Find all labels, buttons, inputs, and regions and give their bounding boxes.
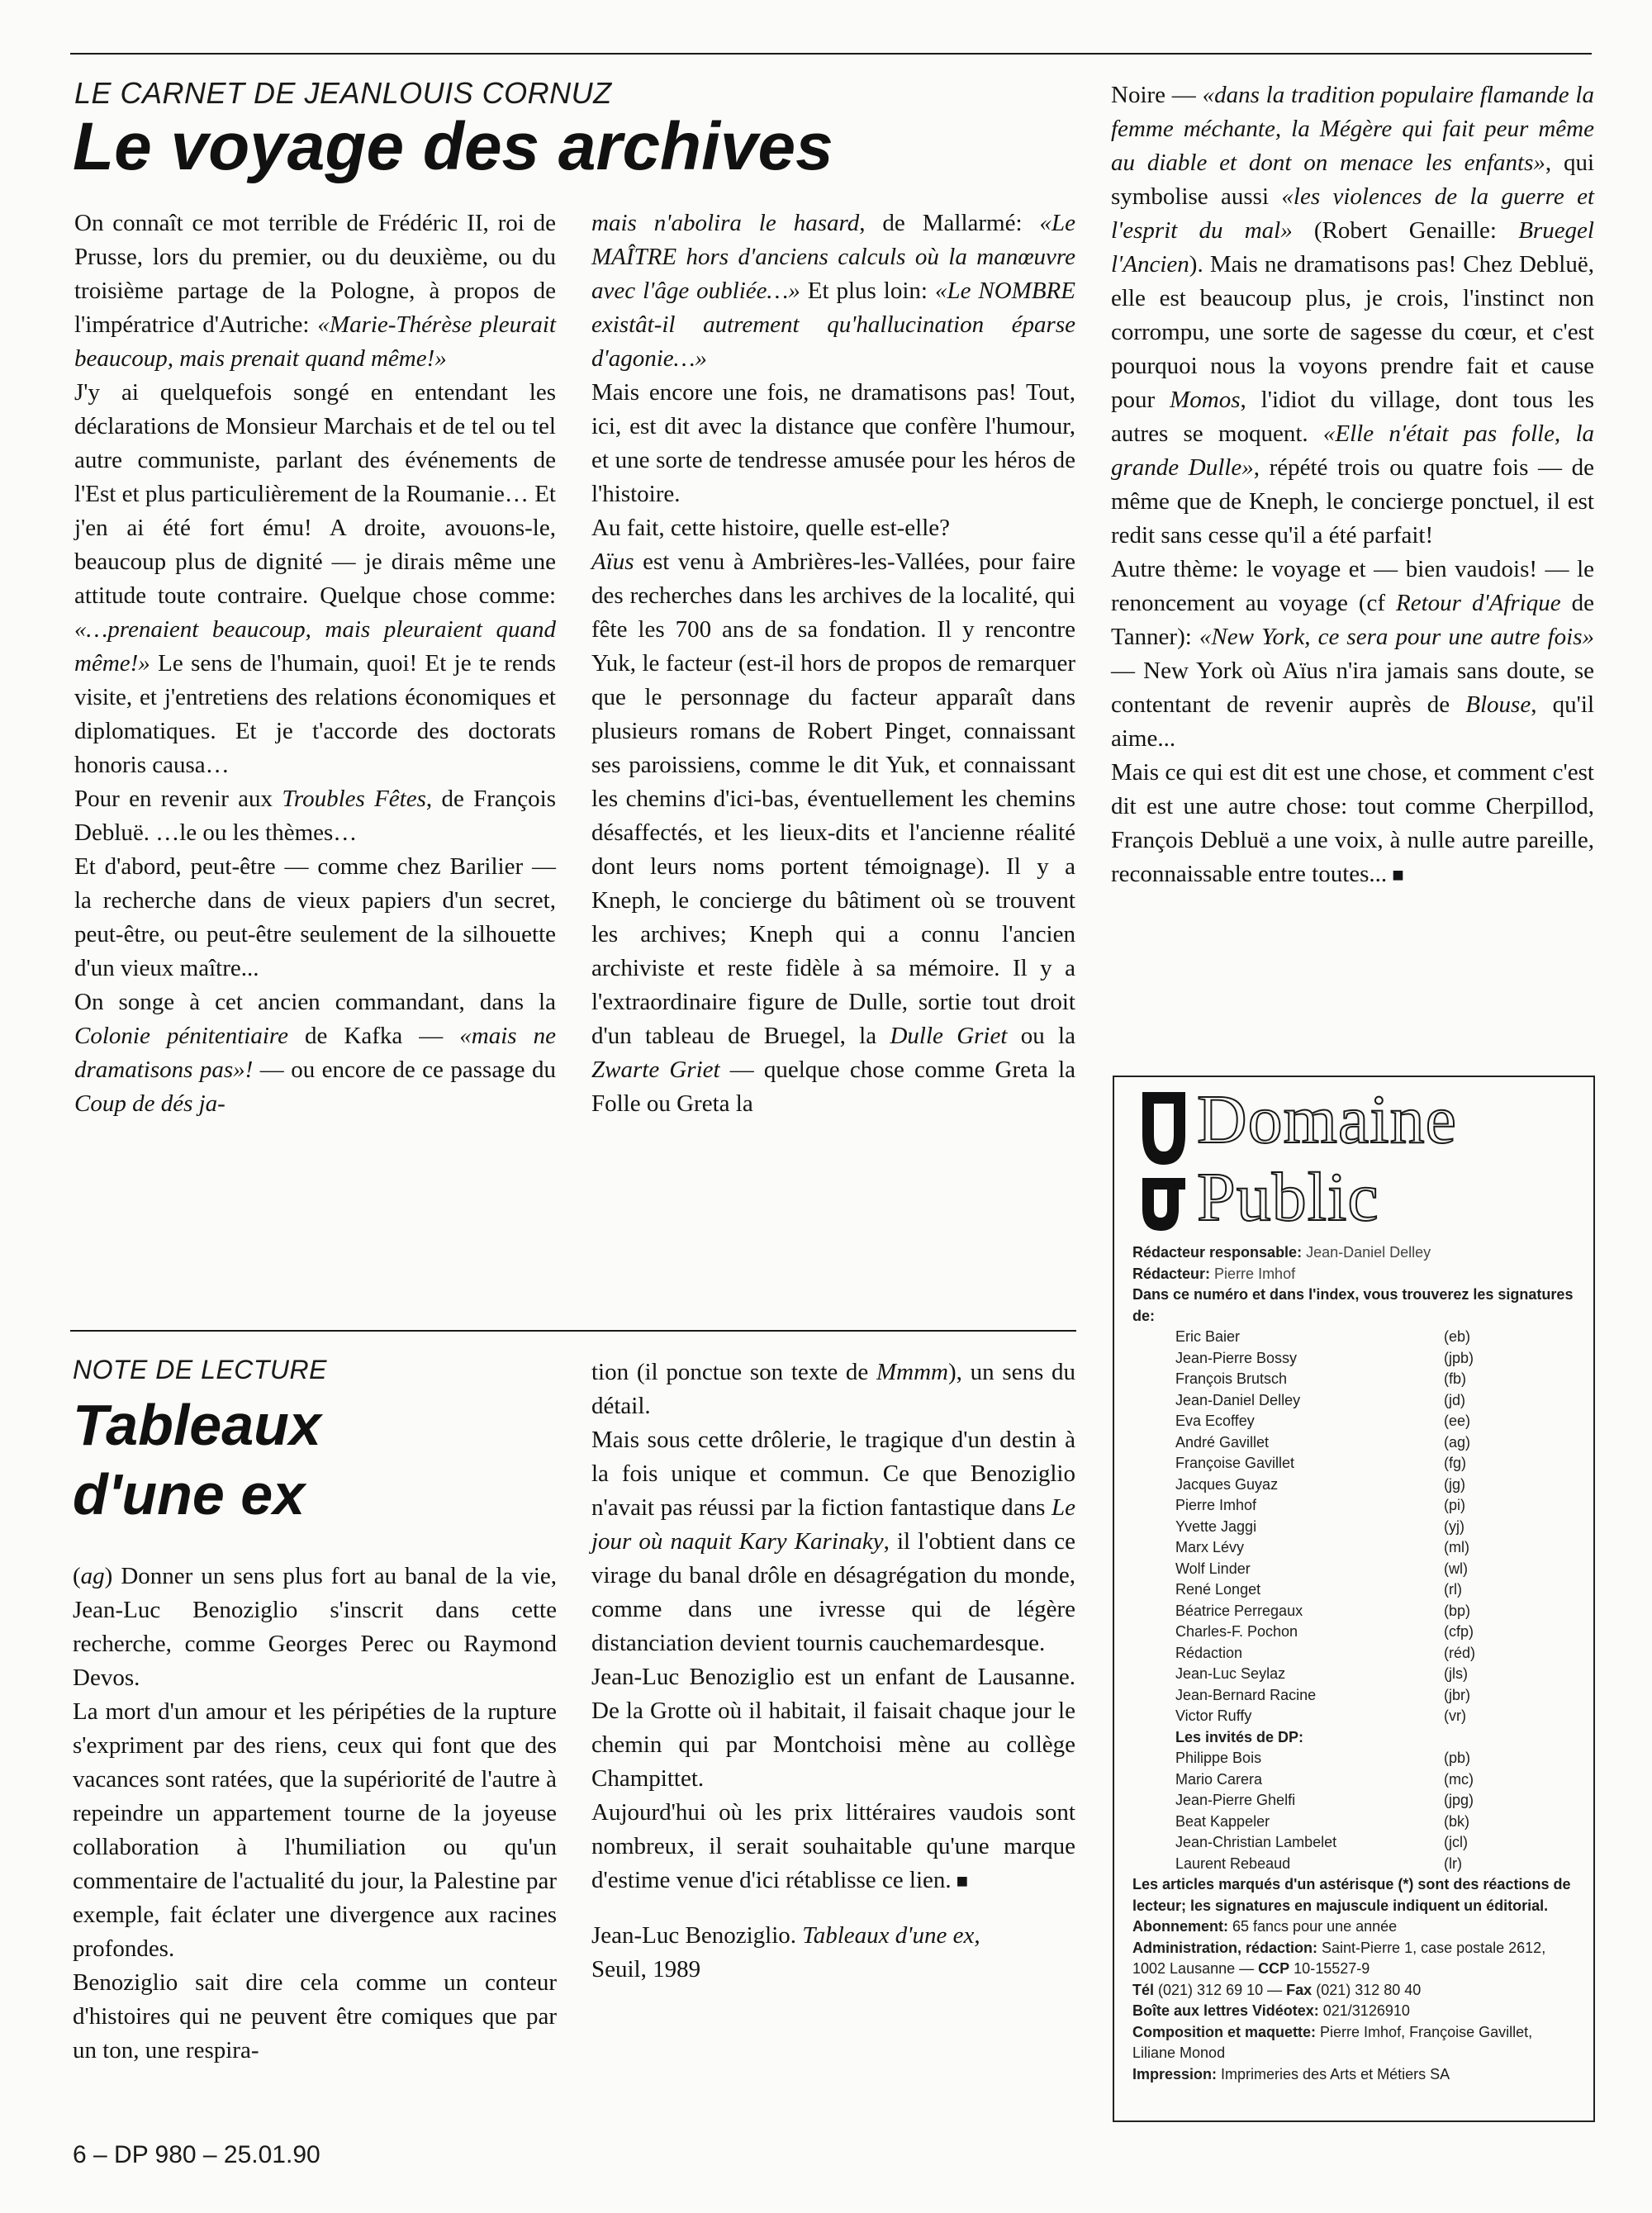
- signature-list: [1132, 1327, 1578, 1727]
- signature-row: [1132, 1348, 1578, 1370]
- signature-row: [1132, 1369, 1578, 1390]
- article1-kicker: LE CARNET DE JEANLOUIS CORNUZ: [74, 76, 612, 110]
- signature-code: (jpg): [1444, 1792, 1474, 1808]
- article2-column-1: (ag) Donner un sens plus fort au banal de la vie, Jean-Luc Benoziglio s'inscrit dans cette recherche, comme Georges Perec ou Raymond Devos. La mort d'un amour et les péripéties de la rupture s'expriment par des riens, ceux qui font que des vacances sont ratées, que la supériorité de l'autre à repeindre un appartement tourne de la joyeuse collaboration à l'humiliation ou qu'un commentaire de l'actualité du jour, la Palestine par exemple, fait éclater une divergence aux racines profondes. Benoziglio sait dire cela comme un conteur d'histoires qui ne peuvent être comiques que par un ton, une respira-: [73, 1563, 557, 2063]
- signature-row: [1132, 1832, 1578, 1854]
- signature-name: Wolf Linder: [1175, 1560, 1251, 1577]
- signature-row: [1132, 1432, 1578, 1454]
- signature-code: (jbr): [1444, 1686, 1470, 1703]
- signature-row: [1132, 1327, 1578, 1348]
- signature-name: Jean-Pierre Ghelfi: [1175, 1792, 1296, 1808]
- signature-code: (vr): [1444, 1707, 1466, 1724]
- signature-name: Yvette Jaggi: [1175, 1517, 1257, 1535]
- signature-code: (rl): [1444, 1581, 1462, 1598]
- signature-row: [1132, 1411, 1578, 1432]
- article1-column-3: Noire — «dans la tradition populaire flamande la femme méchante, la Mégère qui fait peur même au diable et dont on menace les enfants», qui symbolise aussi «les violences de la guerre et l'esprit du mal» (Robert Genaille: Bruegel l'Ancien). Mais ne dramatisons pas! Chez Debluë, elle est beaucoup plus, je crois, l'instinct non corrompu, une sorte de sagesse du cœur, et c'est pourquoi nous la voyons prendre fait et cause pour Momos, l'idiot du village, dont tous les autres se moquent. «Elle n'était pas folle, la grande Dulle», répété trois ou quatre fois — de même que de Kneph, le concierge ponctuel, il est redit sans cesse qu'il a été parfait! Autre thème: le voyage et — bien vaudois! — le renoncement au voyage (cf Retour d'Afrique de Tanner): «New York, ce sera pour une autre fois» — New York où Aïus n'ira jamais sans doute, se contentant de revenir auprès de Blouse, qu'il aime... Mais ce qui est dit est une chose, et comment c'est dit est une autre chose: tout comme Cherpillod, François Debluë a une voix, à nulle autre pareille, reconnaissable entre toutes... ■: [1111, 78, 1594, 893]
- signature-code: (ml): [1444, 1539, 1469, 1555]
- book-credit: Jean-Luc Benoziglio. Tableaux d'une ex, Seuil, 1989: [591, 1922, 980, 1983]
- signature-row: [1132, 1812, 1578, 1833]
- signature-name: Béatrice Perregaux: [1175, 1602, 1303, 1619]
- signature-name: René Longet: [1175, 1581, 1261, 1598]
- signature-name: Laurent Rebeaud: [1175, 1854, 1291, 1872]
- signature-name: Marx Lévy: [1175, 1539, 1245, 1555]
- signature-code: (pi): [1444, 1497, 1465, 1513]
- signature-name: François Brutsch: [1175, 1370, 1288, 1387]
- signature-code: (cfp): [1444, 1623, 1474, 1640]
- signature-name: Beat Kappeler: [1175, 1812, 1270, 1830]
- guest-list: [1132, 1748, 1578, 1874]
- signature-name: Pierre Imhof: [1175, 1497, 1257, 1513]
- signature-row: [1132, 1664, 1578, 1685]
- signature-row: [1132, 1579, 1578, 1601]
- signature-name: Jean-Daniel Delley: [1175, 1391, 1301, 1408]
- signature-row: [1132, 1622, 1578, 1643]
- top-rule: [70, 53, 1592, 55]
- article1-column-1: On connaît ce mot terrible de Frédéric II, roi de Prusse, lors du premier, ou du deuxième, ou du troisième partage de la Pologne, à propos de l'impératrice d'Autriche: «Marie-Thérèse pleurait beaucoup, mais prenait quand même!» J'y ai quelquefois songé en entendant les déclarations de Monsieur Marchais et de tel ou tel autre communiste, parlant des événements de l'Est et plus particulièrement de la Roumanie… Et j'en ai été fort ému! A droite, avouons-le, beaucoup plus de dignité — je dirais même une attitude toute contraire. Quelque chose comme: «…prenaient beaucoup, mais pleuraient quand même!» Le sens de l'humain, quoi! Et je te rends visite, et j'entretiens des relations économiques et diplomatiques. Et je t'accorde des doctorats honoris causa… Pour en revenir aux Troubles Fêtes, de François Debluë. …le ou les thèmes… Et d'abord, peut-être — comme chez Barilier — la recherche dans de vieux papiers d'un secret, peut-être, ou peut-être seulement de la silhouette d'un vieux maître... On songe à cet ancien commandant, dans la Colonie pénitentiaire de Kafka — «mais ne dramatisons pas»! — ou encore de ce passage du Coup de dés ja-: [74, 210, 557, 1117]
- logo-word-public: Public: [1197, 1159, 1379, 1236]
- signature-code: (réd): [1444, 1644, 1476, 1661]
- article2-column-2: tion (il ponctue son texte de Mmmm), un sens du détail. Mais sous cette drôlerie, le tragique d'un destin à la fois unique et commun. Ce que Benoziglio n'avait pas réussi par la fiction fantastique dans Le jour où naquit Kary Karinaky, il l'obtient dans ce virage du banal drôle en désagrégation du monde, comme dans une ivresse qui de légère distanciation devient tournis cauchemardesque. Jean-Luc Benoziglio est un enfant de Lausanne. De la Grotte où il habitait, il faisait chaque jour le chemin qui par Montchoisi mène au collège Champittet. Aujourd'hui où les prix littéraires vaudois sont nombreux, il serait souhaitable qu'une marque d'estime venue d'ici rétablisse ce lien. ■ Jean-Luc Benoziglio. Tableaux d'une ex, Seuil, 1989: [591, 1356, 1075, 1987]
- dp-logo-icon: [1139, 1085, 1189, 1251]
- page-footer: 6 – DP 980 – 25.01.90: [73, 2141, 320, 2168]
- article2-kicker: NOTE DE LECTURE: [73, 1355, 327, 1384]
- signature-code: (pb): [1444, 1750, 1471, 1766]
- signature-name: Jean-Pierre Bossy: [1175, 1349, 1298, 1366]
- signature-code: (lr): [1444, 1854, 1462, 1872]
- signature-code: (jpb): [1444, 1349, 1474, 1366]
- signature-code: (bp): [1444, 1602, 1471, 1619]
- signature-code: (fg): [1444, 1455, 1466, 1471]
- signature-row: [1132, 1537, 1578, 1559]
- signature-name: Philippe Bois: [1175, 1750, 1262, 1766]
- signature-code: (bk): [1444, 1812, 1469, 1830]
- article1-column-2: mais n'abolira le hasard, de Mallarmé: «Le MAÎTRE hors d'anciens calculs où la manœuvre avec l'âge oubliée…» Et plus loin: «Le NOMBRE existât-il autrement qu'hallucination éparse d'agonie…» Mais encore une fois, ne dramatisons pas! Tout, ici, est dit avec la distance que confère l'humour, et une sorte de tendresse amusée pour les héros de l'histoire. Au fait, cette histoire, quelle est-elle? Aïus est venu à Ambrières-les-Vallées, pour faire des recherches dans les archives de la localité, qui fête les 700 ans de sa fondation. Il y rencontre Yuk, le facteur (est-il hors de propos de remarquer que le personnage du facteur apparaît dans plusieurs romans de Robert Pinget, connaissant ses paroissiens, comme le dit Yuk, et connaissant les chemins d'ici-bas, éventuellement les chemins désaffectés, et les lieux-dits et l'ancienne réalité dont leurs noms portent témoignage). Il y a Kneph, le concierge du bâtiment où se trouvent les archives; Kneph qui a connu l'ancien archiviste et reste fidèle à sa mémoire. Il y a l'extraordinaire figure de Dulle, sortie tout droit d'un tableau de Bruegel, la Dulle Griet ou la Zwarte Griet — quelque chose comme Greta la Folle ou Greta la: [591, 210, 1076, 1117]
- signature-row: [1132, 1390, 1578, 1412]
- signature-row: [1132, 1453, 1578, 1475]
- signature-name: Jacques Guyaz: [1175, 1475, 1279, 1493]
- signature-row: [1132, 1748, 1578, 1769]
- signature-row: [1132, 1495, 1578, 1517]
- signature-code: (ag): [1444, 1433, 1471, 1451]
- logo-word-domaine: Domaine: [1197, 1081, 1457, 1158]
- signature-name: Eric Baier: [1175, 1328, 1241, 1345]
- article2-title-line1: Tableaux: [73, 1393, 321, 1457]
- signature-row: [1132, 1559, 1578, 1580]
- signature-code: (jls): [1444, 1665, 1468, 1682]
- signature-code: (jd): [1444, 1391, 1465, 1408]
- signature-name: Jean-Bernard Racine: [1175, 1686, 1317, 1703]
- masthead-info: Rédacteur responsable: Jean-Daniel Delley Rédacteur: Pierre Imhof Dans ce numéro et dans l'index, vous trouverez les signatures de: Eric Baier (eb) Jean-Pierre Bossy (jpb) François Brutsch (fb) Jean-Daniel Delley (jd) Eva Ecoffey (ee) André Gavillet (ag) Françoise Gavillet (fg) Jacques Guyaz (jg) Pierre Imhof (pi) Yvette Jaggi (yj) Marx Lévy (ml) Wolf Linder (wl) René Longet (rl) Béatrice Perregaux (bp) Charles-F. Pochon (cfp) Rédaction (réd) Jean-Luc Seylaz (jls) Jean-Bernard Racine (jbr) Victor Ruffy (vr) Les invités de DP: Philippe Bois (pb) Mario Carera (mc) Jean-Pierre Ghelfi (jpg) Beat Kappeler (bk) Jean-Christian Lambelet (jcl) Laurent Rebeaud (lr) Les articles marqués d'un astérisque (*) sont des réactions de lecteur; les signatures en majuscule indiquent un éditorial. Abonnement: 65 fancs pour une année Administration, rédaction: Saint-Pierre 1, case postale 2612, 1002 Lausanne — CCP 10-15527-9 Tél (021) 312 69 10 — Fax (021) 312 80 40 Boîte aux lettres Vidéotex: 021/3126910 Composition et maquette: Pierre Imhof, Françoise Gavillet, Liliane Monod Impression: Imprimeries des Arts et Métiers SA: [1132, 1242, 1578, 2085]
- signature-name: Jean-Christian Lambelet: [1175, 1834, 1337, 1850]
- signature-row: [1132, 1790, 1578, 1812]
- signature-code: (eb): [1444, 1328, 1471, 1345]
- signature-row: [1132, 1706, 1578, 1727]
- signature-name: Victor Ruffy: [1175, 1707, 1252, 1724]
- signature-code: (jg): [1444, 1475, 1465, 1493]
- signature-code: (yj): [1444, 1517, 1464, 1535]
- signature-name: Mario Carera: [1175, 1770, 1263, 1788]
- signature-name: Rédaction: [1175, 1644, 1243, 1661]
- signature-name: Françoise Gavillet: [1175, 1455, 1295, 1471]
- signature-name: Charles-F. Pochon: [1175, 1623, 1298, 1640]
- signature-row: [1132, 1854, 1578, 1875]
- masthead-box: [1113, 1076, 1595, 2122]
- signature-name: Eva Ecoffey: [1175, 1413, 1255, 1429]
- article1-title: Le voyage des archives: [73, 109, 833, 184]
- signature-code: (mc): [1444, 1770, 1474, 1788]
- signature-row: [1132, 1601, 1578, 1622]
- article2-title-line2: d'une ex: [73, 1462, 306, 1527]
- signature-row: [1132, 1685, 1578, 1707]
- signature-name: Jean-Luc Seylaz: [1175, 1665, 1286, 1682]
- signature-code: (wl): [1444, 1560, 1468, 1577]
- signature-row: [1132, 1475, 1578, 1496]
- signature-code: (fb): [1444, 1370, 1466, 1387]
- signature-code: (ee): [1444, 1413, 1471, 1429]
- signature-row: [1132, 1517, 1578, 1538]
- article-separator: [70, 1330, 1076, 1332]
- signature-code: (jcl): [1444, 1834, 1468, 1850]
- signature-name: André Gavillet: [1175, 1433, 1270, 1451]
- signature-row: [1132, 1769, 1578, 1791]
- signature-row: [1132, 1643, 1578, 1664]
